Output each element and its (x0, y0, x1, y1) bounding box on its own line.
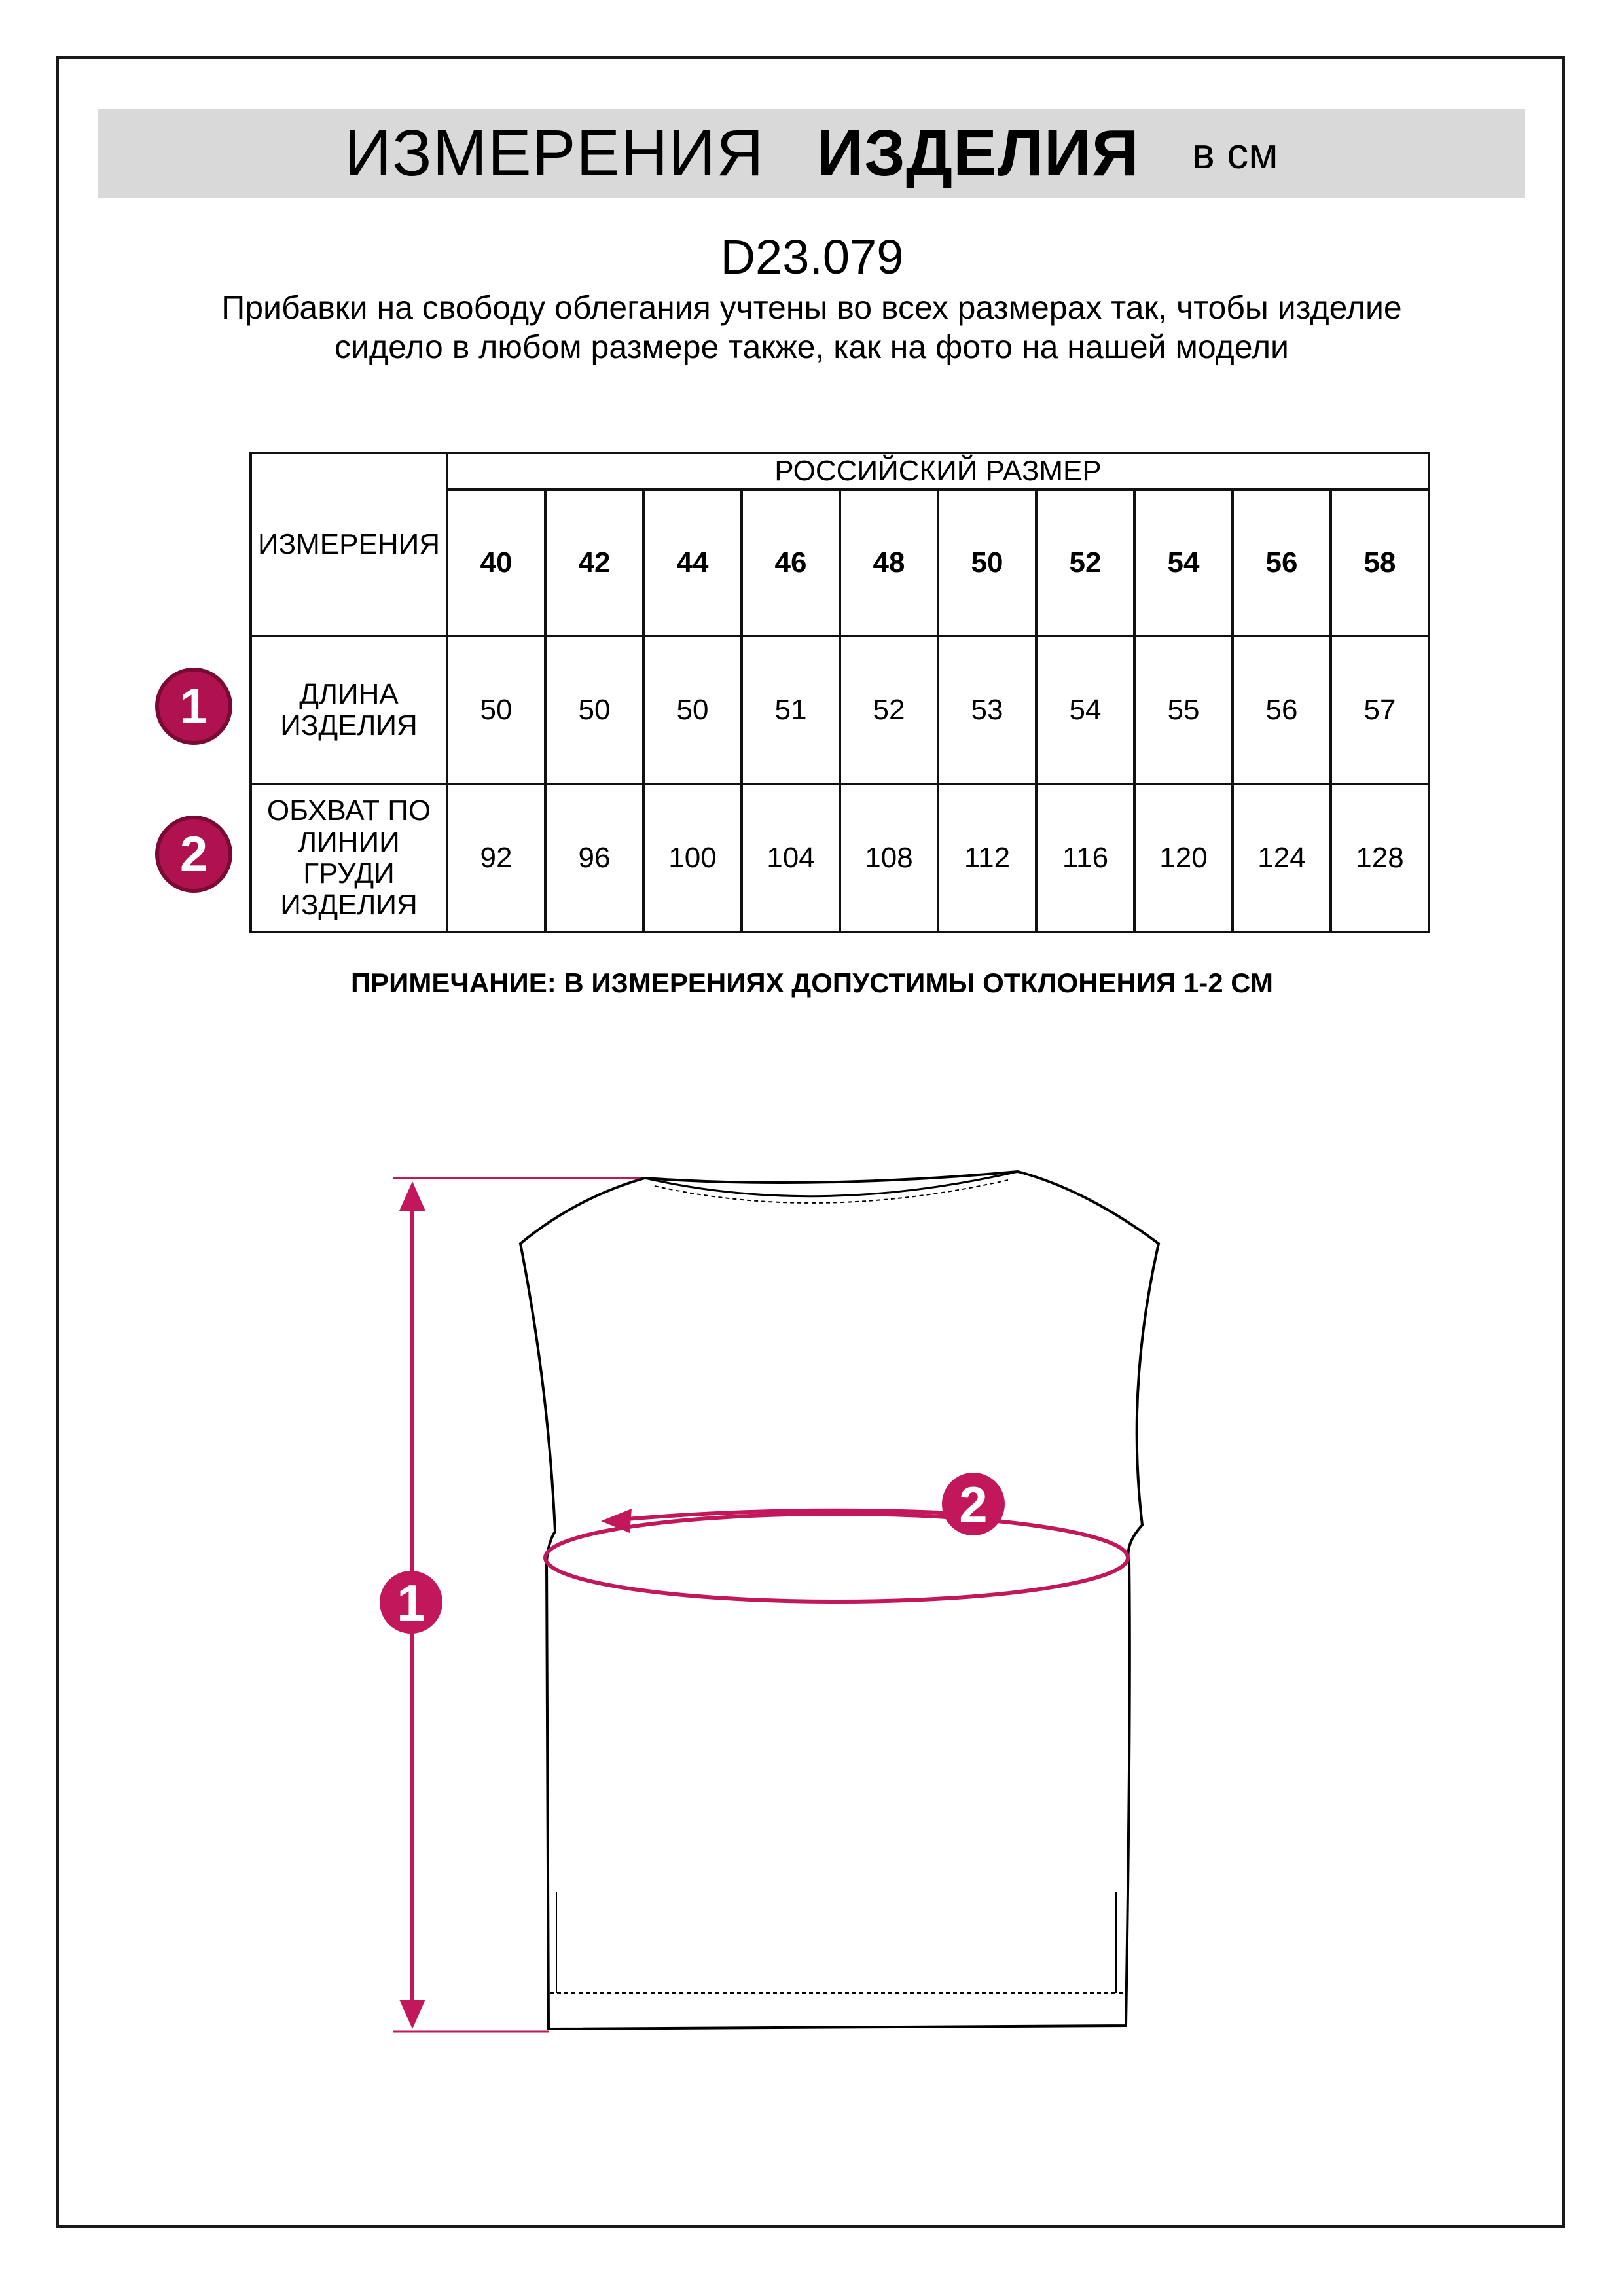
table-cell: 100 (643, 784, 742, 932)
length-marker (380, 1571, 442, 1634)
table-cell: 112 (938, 784, 1036, 932)
table-cell: 50 (545, 636, 643, 784)
table-cell: 92 (447, 784, 545, 932)
table-cell: 124 (1233, 784, 1331, 932)
row-badge-1: 1 (155, 668, 232, 745)
size-header: 40 (447, 490, 545, 636)
table-cell: 104 (742, 784, 840, 932)
russian-size-header: РОССИЙСКИЙ РАЗМЕР (447, 453, 1429, 490)
length-marker-text: 1 (397, 1574, 425, 1632)
chest-marker (942, 1473, 1005, 1535)
table-cell: 120 (1134, 784, 1233, 932)
table-cell: 55 (1134, 636, 1233, 784)
table-cell: 53 (938, 636, 1036, 784)
chest-marker-text: 2 (959, 1476, 988, 1534)
table-cell: 116 (1036, 784, 1134, 932)
size-header: 46 (742, 490, 840, 636)
row-label-chest: ОБХВАТ ПО ЛИНИИ ГРУДИ ИЗДЕЛИЯ (251, 784, 447, 932)
title-unit: в см (1191, 129, 1278, 177)
size-header: 42 (545, 490, 643, 636)
length-arrow-bottom-head (399, 2000, 425, 2029)
intro-note: Прибавки на свободу облегания учтены во всех размерах так, чтобы изделие сидело в любом размере также, как на фото на нашей модели (221, 289, 1402, 365)
chest-ellipse (545, 1514, 1128, 1602)
size-header: 54 (1134, 490, 1233, 636)
article-code: D23.079 (720, 230, 904, 284)
size-header: 44 (643, 490, 742, 636)
table-cell: 57 (1331, 636, 1429, 784)
title-part-2: ИЗДЕЛИЯ (816, 116, 1140, 190)
table-cell: 56 (1233, 636, 1331, 784)
size-header: 52 (1036, 490, 1134, 636)
size-header: 48 (840, 490, 938, 636)
table-cell: 50 (447, 636, 545, 784)
table-cell: 108 (840, 784, 938, 932)
size-header: 50 (938, 490, 1036, 636)
table-cell: 128 (1331, 784, 1429, 932)
title-part-1: ИЗМЕРЕНИЯ (344, 116, 765, 190)
length-arrow-top-head (399, 1181, 425, 1211)
size-header: 58 (1331, 490, 1429, 636)
measurements-header: ИЗМЕРЕНИЯ (251, 453, 447, 636)
footnote: ПРИМЕЧАНИЕ: В ИЗМЕРЕНИЯХ ДОПУСТИМЫ ОТКЛОНЕНИЯ 1-2 СМ (350, 967, 1274, 998)
table-cell: 50 (643, 636, 742, 784)
row-badge-2: 2 (155, 816, 232, 893)
size-header: 56 (1233, 490, 1331, 636)
table-cell: 51 (742, 636, 840, 784)
table-cell: 52 (840, 636, 938, 784)
row-label-length: ДЛИНА ИЗДЕЛИЯ (251, 636, 447, 784)
table-cell: 54 (1036, 636, 1134, 784)
table-cell: 96 (545, 784, 643, 932)
